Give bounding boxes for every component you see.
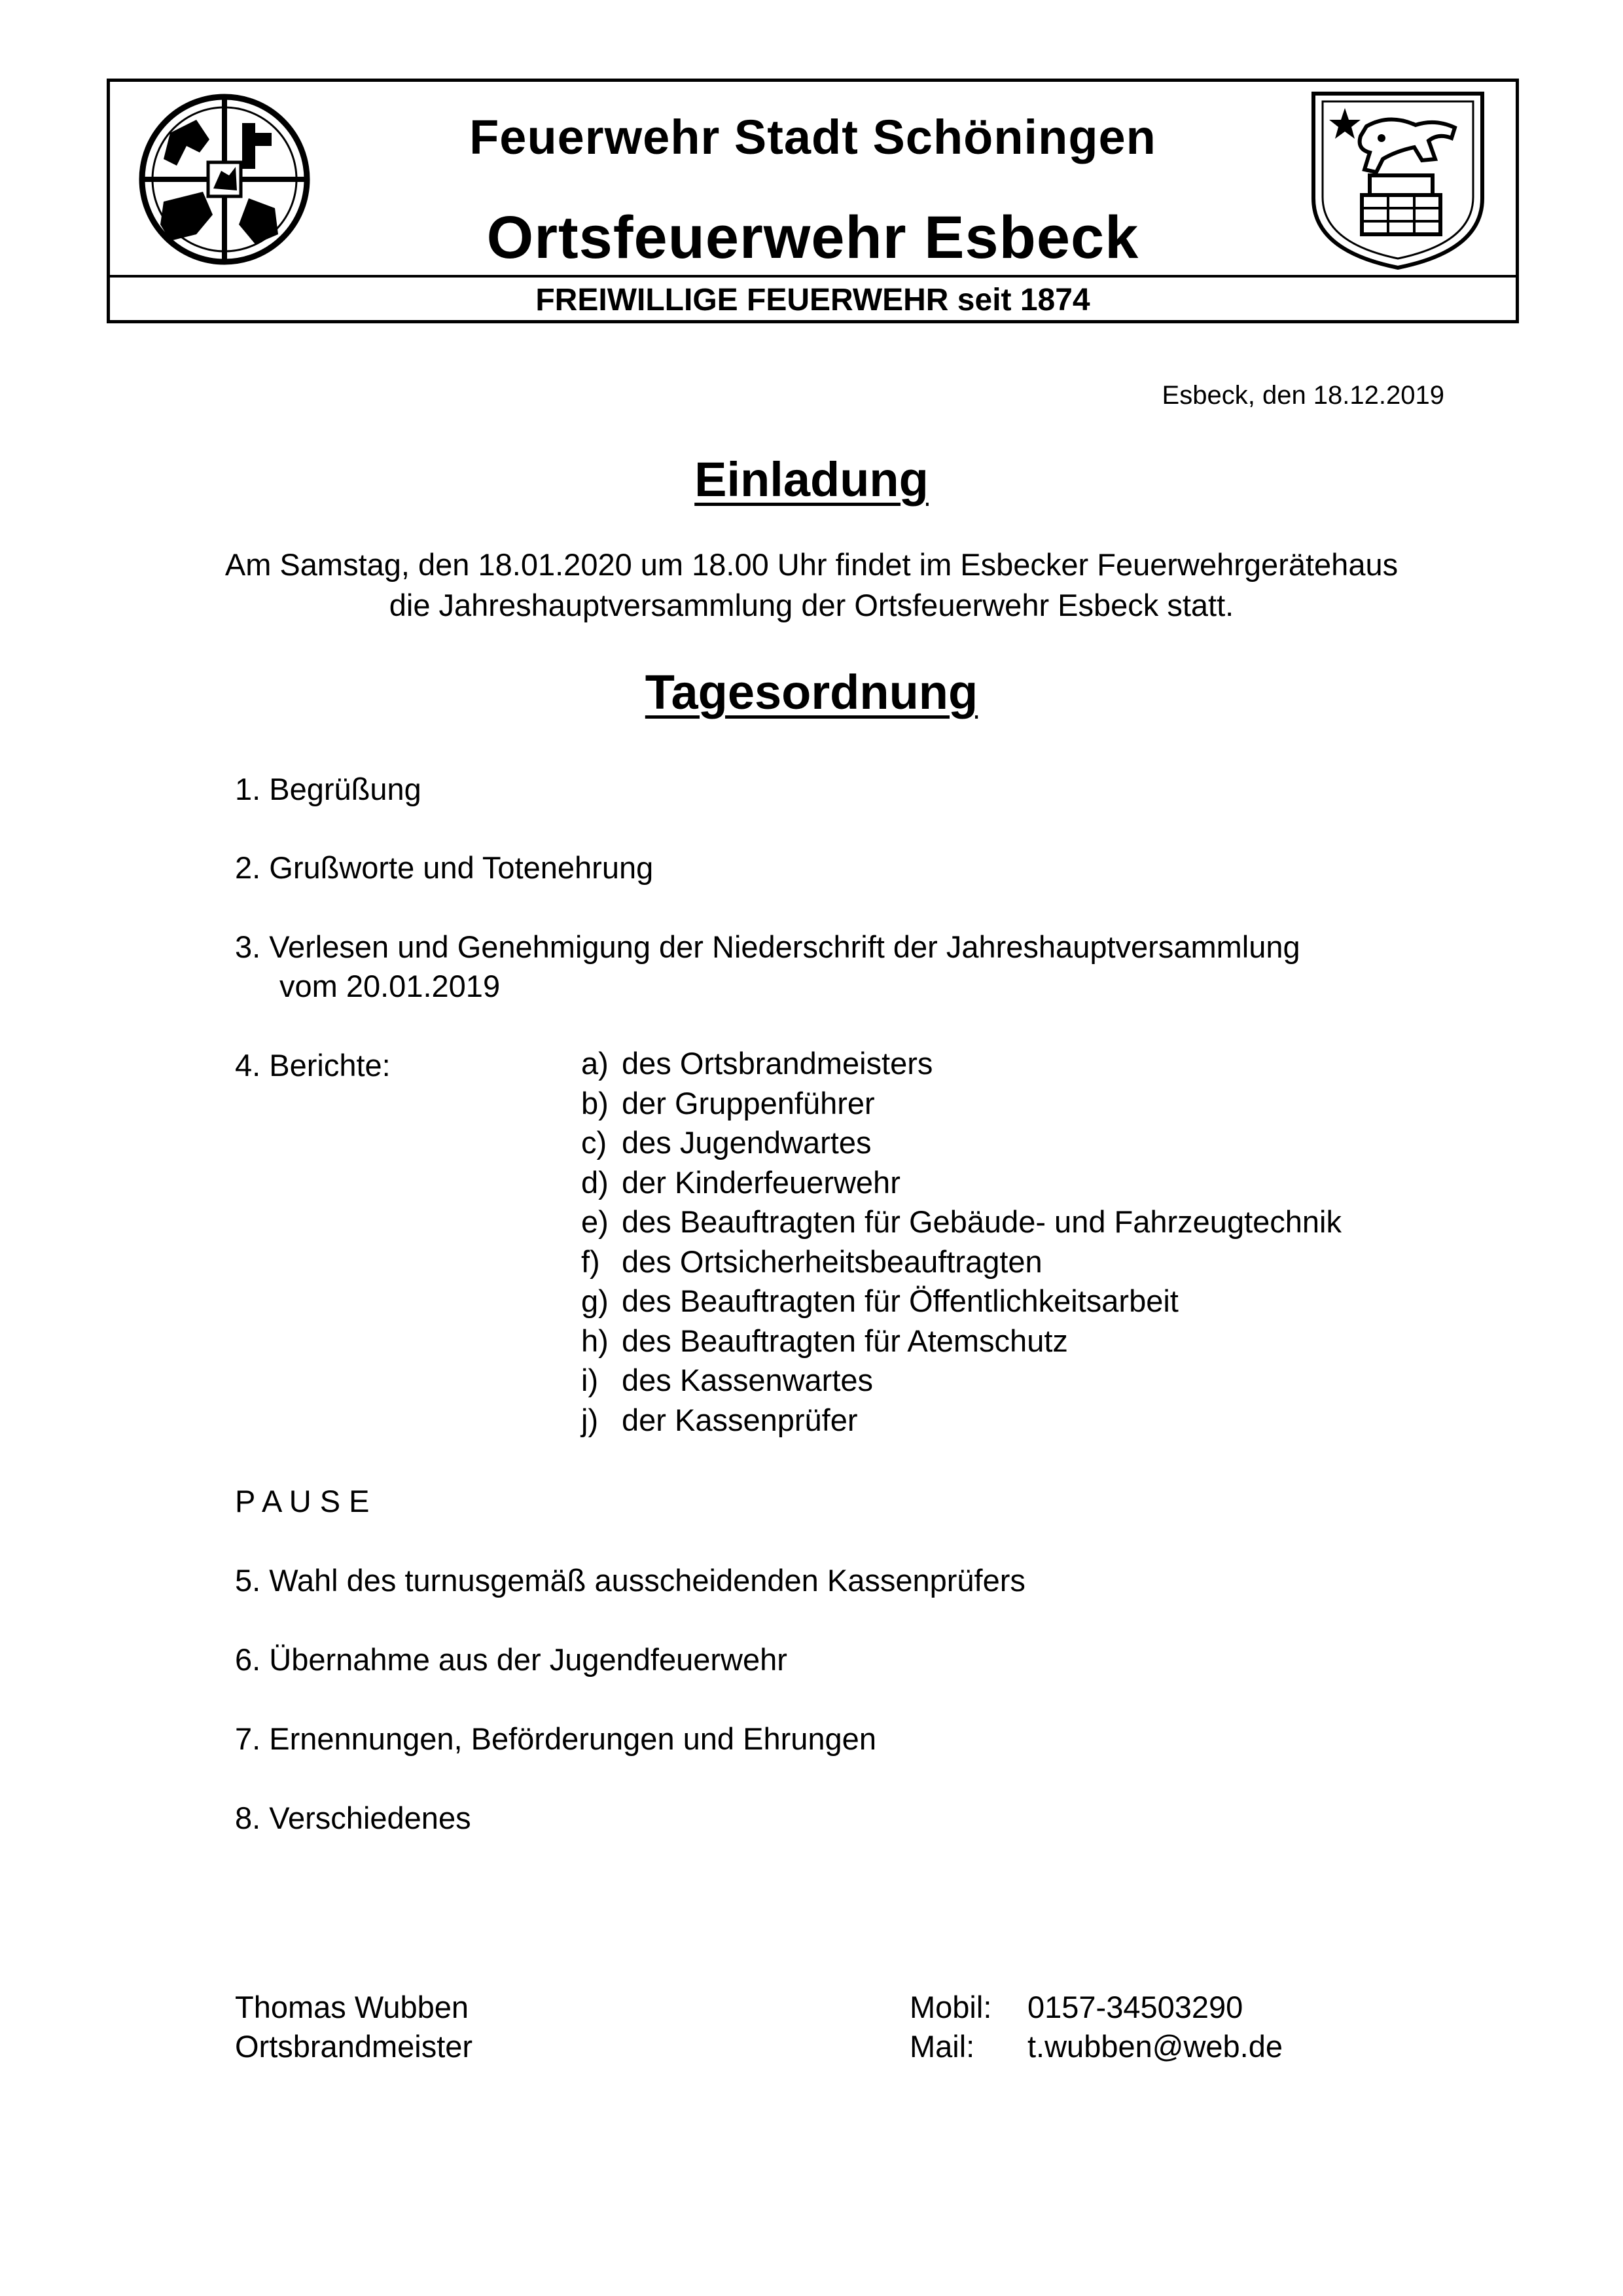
agenda-item-8: 8. Verschiedenes [235,1801,471,1835]
agenda-item-1: 1. Begrüßung [235,772,421,806]
agenda-heading: Tagesordnung [645,665,978,719]
signatory-role: Ortsbrandmeister [235,2029,473,2064]
agenda-item-2: 2. Grußworte und Totenehrung [235,850,654,885]
report-text: der Kassenprüfer [622,1403,858,1437]
mail-address: t.wubben@web.de [1027,2029,1283,2064]
report-text: des Beauftragten für Atemschutz [622,1323,1068,1358]
mail-label: Mail: [910,2029,975,2064]
agenda-item-5: 5. Wahl des turnusgemäß ausscheidenden Kassenprüfers [235,1563,1026,1598]
report-text: des Ortsbrandmeisters [622,1046,933,1081]
intro-paragraph [0,545,1623,626]
pause-label: P A U S E [235,1484,370,1518]
signatory-name: Thomas Wubben [235,1990,469,2024]
organization-name: Feuerwehr Stadt Schöningen [469,110,1156,164]
agenda-item-4: 4. Berichte: [235,1048,391,1083]
report-text: des Beauftragten für Öffentlichkeitsarbeit [622,1283,1179,1318]
agenda-item-6: 6. Übernahme aus der Jugendfeuerwehr [235,1642,787,1677]
report-letter: i) [581,1363,599,1397]
unit-name: Ortsfeuerwehr Esbeck [486,204,1139,271]
mobile-number: 0157-34503290 [1027,1990,1243,2024]
report-letter: f) [581,1244,600,1279]
report-text: des Kassenwartes [622,1363,874,1397]
header-divider [110,275,1516,278]
intro-line: die Jahreshauptversammlung der Ortsfeuerwehr Esbeck statt. [389,588,1234,622]
report-letter: c) [581,1125,607,1160]
title-heading: Einladung [694,452,929,507]
report-letter: b) [581,1086,609,1121]
report-text: des Beauftragten für Gebäude- und Fahrzeugtechnik [622,1204,1342,1239]
report-letter: h) [581,1323,609,1358]
agenda-item-3: 3. Verlesen und Genehmigung der Niederschrift der Jahreshauptversammlung [235,929,1300,964]
mobile-label: Mobil: [910,1990,992,2024]
report-letter: e) [581,1204,609,1239]
report-text: des Jugendwartes [622,1125,872,1160]
report-letter: d) [581,1165,609,1200]
report-text: der Gruppenführer [622,1086,875,1121]
report-letter: a) [581,1046,609,1081]
report-text: der Kinderfeuerwehr [622,1165,901,1200]
letterhead [107,79,1519,323]
report-letter: j) [581,1403,599,1437]
report-text: des Ortsicherheitsbeauftragten [622,1244,1043,1279]
coat-of-arms-lion-icon [1304,87,1491,272]
date-line: Esbeck, den 18.12.2019 [1162,381,1444,410]
report-letter: g) [581,1283,609,1318]
agenda-item-3-date: vom 20.01.2019 [279,969,501,1003]
tagline: FREIWILLIGE FEUERWEHR seit 1874 [535,283,1090,317]
agenda-item-7: 7. Ernennungen, Beförderungen und Ehrungen [235,1721,876,1756]
intro-line: Am Samstag, den 18.01.2020 um 18.00 Uhr findet im Esbecker Feuerwehrgerätehaus [224,547,1399,582]
